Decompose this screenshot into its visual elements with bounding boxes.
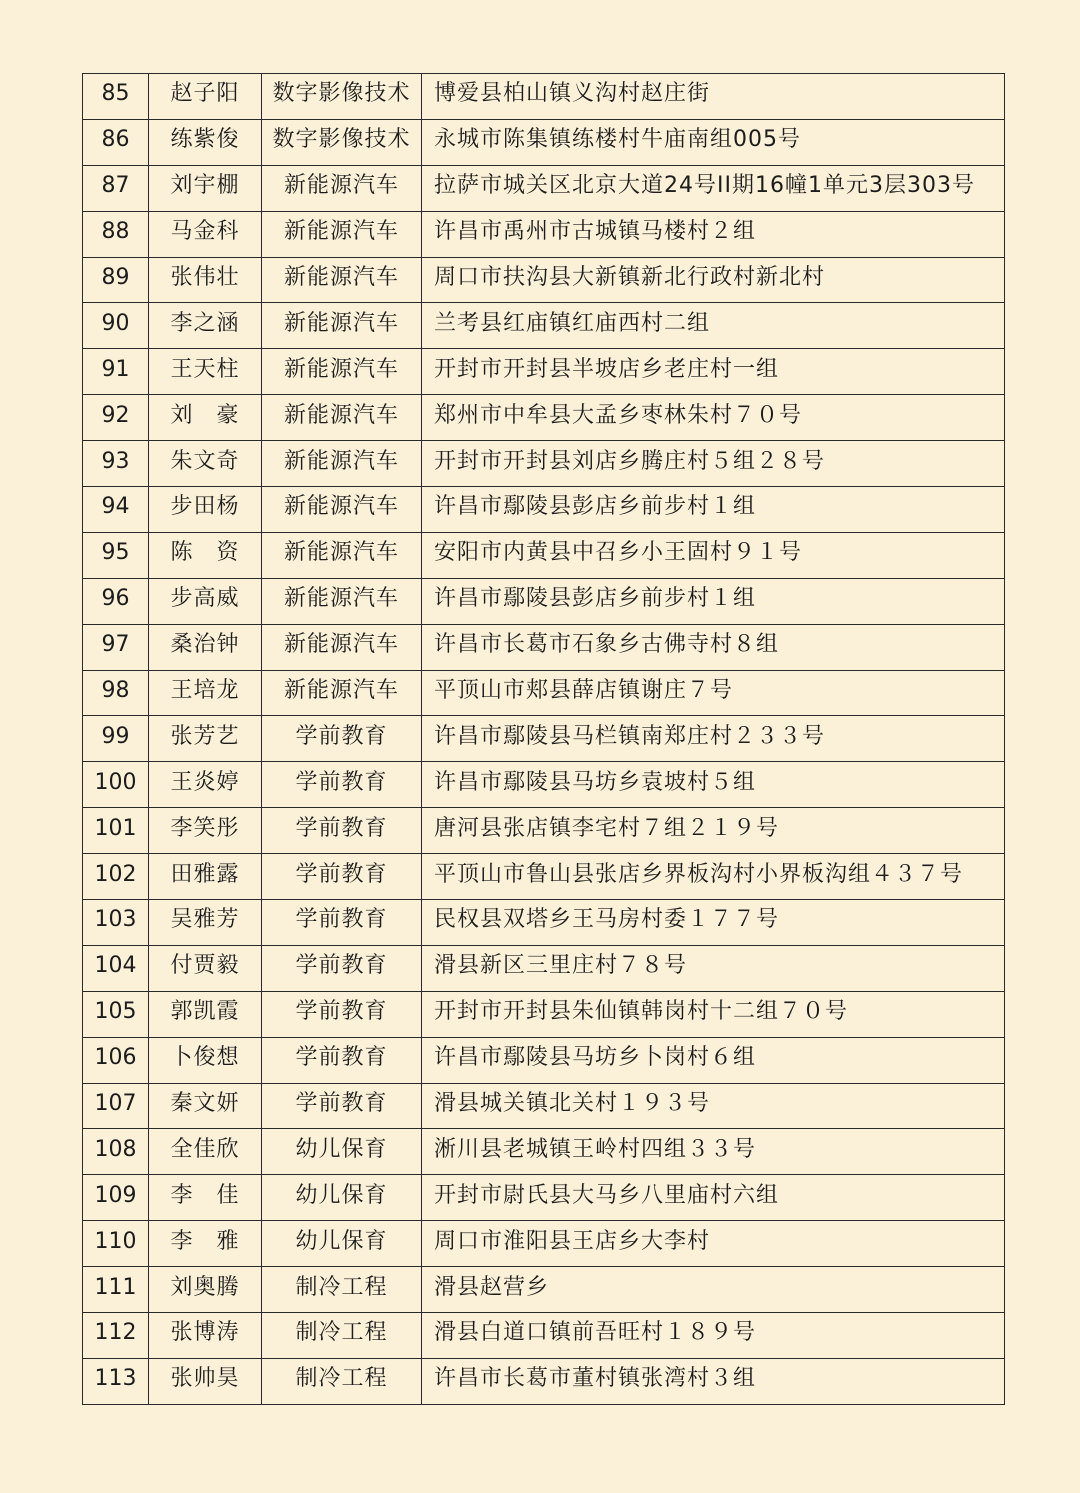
row-number-cell [83,1267,149,1313]
address-text: 许昌市鄢陵县马坊乡卜岗村６组 [434,1045,757,1071]
address-text: 许昌市鄢陵县彭店乡前步村１组 [434,494,757,520]
major-cell [262,165,422,211]
student-name-cell [149,119,262,165]
student-name-cell [149,991,262,1037]
row-number-cell [83,165,149,211]
row-number-text: 102 [94,861,137,887]
row-number-cell [83,762,149,808]
major-text: 新能源汽车 [283,265,399,290]
row-number-text: 104 [94,953,137,979]
major-cell [262,624,422,670]
roster-body [83,74,1005,1405]
major-text: 制冷工程 [295,1366,388,1392]
student-name-cell [149,854,262,900]
major-cell [262,900,422,946]
table-row [83,165,1005,211]
address-text: 开封市尉氏县大马乡八里庙村六组 [434,1182,780,1208]
major-cell [262,257,422,303]
major-text: 幼儿保育 [295,1182,388,1208]
student-name-cell [149,165,262,211]
row-number-text: 86 [101,127,130,153]
major-text: 新能源汽车 [283,219,399,245]
major-cell [262,303,422,349]
address-cell [422,1175,1005,1221]
address-cell [422,670,1005,716]
address-text: 滑县白道口镇前吾旺村１８９号 [434,1320,757,1346]
row-number-cell [83,257,149,303]
major-text: 制冷工程 [295,1274,388,1300]
student-name-cell [149,441,262,487]
table-row [83,119,1005,165]
row-number-cell [83,441,149,487]
major-text: 新能源汽车 [283,310,399,336]
major-text: 新能源汽车 [283,402,399,428]
major-cell [262,1129,422,1175]
row-number-text: 90 [101,310,130,336]
row-number-text: 89 [101,265,130,290]
student-name-cell [149,900,262,946]
major-text: 幼儿保育 [295,1228,388,1254]
student-name-cell [149,624,262,670]
address-text: 滑县赵营乡 [434,1274,550,1300]
student-name-cell [149,257,262,303]
major-cell [262,578,422,624]
student-roster-table [82,73,1005,1405]
major-text: 新能源汽车 [283,632,399,658]
major-cell [262,1175,422,1221]
major-text: 学前教育 [295,769,388,795]
address-text: 开封市开封县半坡店乡老庄村一组 [434,356,780,382]
address-cell [422,808,1005,854]
row-number-cell [83,1083,149,1129]
table-row [83,716,1005,762]
major-cell [262,211,422,257]
student-name-text: 李笑彤 [170,815,240,841]
row-number-text: 91 [101,356,130,382]
address-cell [422,257,1005,303]
student-name-cell [149,487,262,533]
address-text: 民权县双塔乡王马房村委１７７号 [434,907,780,933]
student-name-text: 王培龙 [170,678,240,704]
row-number-cell [83,487,149,533]
major-text: 学前教育 [295,999,388,1025]
address-cell [422,211,1005,257]
table-row [83,441,1005,487]
table-row [83,1267,1005,1313]
major-cell [262,74,422,120]
address-cell [422,1313,1005,1359]
major-cell [262,762,422,808]
table-row [83,945,1005,991]
table-row [83,1175,1005,1221]
major-text: 数字影像技术 [272,127,411,153]
row-number-text: 110 [94,1228,137,1254]
row-number-cell [83,670,149,716]
student-name-text: 马金科 [170,219,240,245]
row-number-text: 111 [94,1274,137,1300]
student-name-cell [149,74,262,120]
major-cell [262,1221,422,1267]
row-number-text: 112 [94,1320,137,1346]
student-name-text: 田雅露 [170,861,240,887]
row-number-text: 92 [101,402,130,428]
table-row [83,578,1005,624]
major-text: 新能源汽车 [283,678,399,704]
row-number-text: 108 [94,1136,137,1162]
row-number-cell [83,1129,149,1175]
student-name-text: 李 佳 [170,1182,240,1208]
student-name-text: 步高威 [170,586,240,612]
table-row [83,1129,1005,1175]
row-number-text: 85 [101,81,130,107]
address-cell [422,532,1005,578]
major-text: 学前教育 [295,723,388,749]
row-number-text: 103 [94,907,137,933]
major-text: 新能源汽车 [283,356,399,382]
major-text: 新能源汽车 [283,448,399,474]
address-cell [422,303,1005,349]
student-name-cell [149,808,262,854]
major-cell [262,395,422,441]
major-cell [262,487,422,533]
address-cell [422,1358,1005,1404]
student-name-text: 朱文奇 [170,448,240,474]
major-text: 幼儿保育 [295,1136,388,1162]
row-number-cell [83,716,149,762]
major-cell [262,441,422,487]
address-cell [422,487,1005,533]
major-text: 学前教育 [295,861,388,887]
row-number-text: 109 [94,1182,137,1208]
student-name-cell [149,349,262,395]
student-name-text: 全佳欣 [170,1136,240,1162]
student-name-text: 赵子阳 [170,81,240,107]
table-row [83,854,1005,900]
table-row [83,395,1005,441]
student-name-cell [149,578,262,624]
student-name-cell [149,1221,262,1267]
row-number-text: 97 [101,632,130,658]
student-name-text: 李 雅 [170,1228,240,1254]
table-row [83,991,1005,1037]
student-name-cell [149,1358,262,1404]
address-text: 开封市开封县刘店乡腾庄村５组２８号 [434,448,826,474]
table-row [83,349,1005,395]
student-name-text: 王炎婷 [170,769,240,795]
row-number-cell [83,808,149,854]
student-name-cell [149,1083,262,1129]
major-cell [262,1083,422,1129]
address-text: 拉萨市城关区北京大道24号II期16幢1单元3层303号 [434,173,975,199]
row-number-text: 106 [94,1045,137,1071]
address-cell [422,349,1005,395]
student-name-text: 付贾毅 [170,953,240,979]
row-number-text: 113 [94,1366,137,1392]
major-cell [262,854,422,900]
table-row [83,257,1005,303]
row-number-text: 93 [101,448,130,474]
row-number-text: 99 [101,723,130,749]
address-text: 滑县新区三里庄村７８号 [434,953,688,979]
table-row [83,1221,1005,1267]
row-number-cell [83,349,149,395]
table-row [83,1083,1005,1129]
address-cell [422,991,1005,1037]
major-cell [262,349,422,395]
student-name-cell [149,211,262,257]
address-text: 平顶山市鲁山县张店乡界板沟村小界板沟组４３７号 [434,861,964,887]
major-cell [262,1037,422,1083]
student-name-text: 张芳艺 [170,723,240,749]
address-text: 博爱县柏山镇义沟村赵庄街 [434,81,711,107]
address-cell [422,945,1005,991]
row-number-text: 101 [94,815,137,841]
student-name-text: 步田杨 [170,494,240,520]
student-name-text: 秦文妍 [170,1091,240,1117]
address-cell [422,900,1005,946]
address-text: 永城市陈集镇练楼村牛庙南组005号 [434,127,801,153]
table-row [83,624,1005,670]
row-number-text: 100 [94,769,137,795]
row-number-cell [83,303,149,349]
major-cell [262,670,422,716]
student-name-text: 吴雅芳 [170,907,240,933]
row-number-cell [83,945,149,991]
address-cell [422,1037,1005,1083]
table-row [83,303,1005,349]
student-name-text: 陈 资 [170,540,240,566]
row-number-text: 88 [101,219,130,245]
row-number-cell [83,119,149,165]
address-text: 许昌市鄢陵县马坊乡袁坡村５组 [434,769,757,795]
address-text: 安阳市内黄县中召乡小王固村９１号 [434,540,803,566]
student-name-cell [149,395,262,441]
student-name-text: 刘奥腾 [170,1274,240,1300]
student-name-text: 张帅昊 [170,1366,240,1392]
address-cell [422,74,1005,120]
address-cell [422,1221,1005,1267]
major-cell [262,808,422,854]
row-number-text: 87 [101,173,130,199]
table-row [83,74,1005,120]
student-name-text: 刘 豪 [170,402,240,428]
student-name-cell [149,532,262,578]
address-cell [422,854,1005,900]
student-name-cell [149,1267,262,1313]
major-text: 新能源汽车 [283,586,399,612]
table-row [83,487,1005,533]
row-number-cell [83,900,149,946]
row-number-cell [83,74,149,120]
address-cell [422,119,1005,165]
student-name-text: 李之涵 [170,310,240,336]
row-number-text: 94 [101,494,130,520]
major-text: 学前教育 [295,907,388,933]
row-number-cell [83,1358,149,1404]
address-cell [422,165,1005,211]
major-cell [262,1358,422,1404]
student-name-cell [149,762,262,808]
major-cell [262,1267,422,1313]
row-number-cell [83,1037,149,1083]
student-name-text: 王天柱 [170,356,240,382]
major-text: 学前教育 [295,953,388,979]
row-number-text: 107 [94,1091,137,1117]
major-text: 学前教育 [295,1091,388,1117]
row-number-cell [83,991,149,1037]
table-row [83,211,1005,257]
student-name-cell [149,1175,262,1221]
student-name-cell [149,1129,262,1175]
row-number-cell [83,624,149,670]
address-text: 许昌市长葛市石象乡古佛寺村８组 [434,632,780,658]
row-number-cell [83,578,149,624]
major-text: 制冷工程 [295,1320,388,1346]
table-row [83,900,1005,946]
major-cell [262,991,422,1037]
table-row [83,1313,1005,1359]
address-cell [422,578,1005,624]
address-cell [422,1083,1005,1129]
major-text: 新能源汽车 [283,173,399,199]
address-cell [422,762,1005,808]
address-text: 周口市淮阳县王店乡大李村 [434,1228,711,1254]
major-cell [262,532,422,578]
major-text: 学前教育 [295,1045,388,1071]
student-name-cell [149,1037,262,1083]
address-text: 郑州市中牟县大孟乡枣林朱村７０号 [434,402,803,428]
student-name-text: 张伟壮 [170,265,240,290]
student-name-text: 桑治钟 [170,632,240,658]
address-cell [422,624,1005,670]
student-name-cell [149,1313,262,1359]
address-cell [422,395,1005,441]
address-text: 淅川县老城镇王岭村四组３３号 [434,1136,757,1162]
table-row [83,670,1005,716]
student-name-text: 张博涛 [170,1320,240,1346]
row-number-cell [83,395,149,441]
address-text: 平顶山市郏县薛店镇谢庄７号 [434,678,734,704]
row-number-cell [83,1175,149,1221]
major-cell [262,1313,422,1359]
student-name-cell [149,716,262,762]
row-number-text: 95 [101,540,130,566]
address-text: 唐河县张店镇李宅村７组２１９号 [434,815,780,841]
address-cell [422,1267,1005,1313]
student-name-text: 郭凯霞 [170,999,240,1025]
row-number-cell [83,211,149,257]
major-cell [262,945,422,991]
row-number-cell [83,1221,149,1267]
address-text: 开封市开封县朱仙镇韩岗村十二组７０号 [434,999,849,1025]
student-name-cell [149,945,262,991]
address-text: 滑县城关镇北关村１９３号 [434,1091,711,1117]
address-cell [422,716,1005,762]
table-row [83,532,1005,578]
table-row [83,808,1005,854]
student-name-text: 卜俊想 [170,1045,240,1071]
major-cell [262,119,422,165]
address-text: 兰考县红庙镇红庙西村二组 [434,310,711,336]
address-cell [422,1129,1005,1175]
row-number-cell [83,532,149,578]
address-text: 周口市扶沟县大新镇新北行政村新北村 [434,265,826,290]
table-row [83,1358,1005,1404]
address-cell [422,441,1005,487]
row-number-text: 98 [101,678,130,704]
row-number-cell [83,1313,149,1359]
table-row [83,762,1005,808]
major-text: 数字影像技术 [272,81,411,107]
student-name-cell [149,303,262,349]
address-text: 许昌市长葛市董村镇张湾村３组 [434,1366,757,1392]
student-name-text: 刘宇棚 [170,173,240,199]
row-number-text: 96 [101,586,130,612]
major-text: 新能源汽车 [283,494,399,520]
table-row [83,1037,1005,1083]
major-cell [262,716,422,762]
major-text: 学前教育 [295,815,388,841]
address-text: 许昌市鄢陵县马栏镇南郑庄村２３３号 [434,723,826,749]
major-text: 新能源汽车 [283,540,399,566]
row-number-text: 105 [94,999,137,1025]
address-text: 许昌市禹州市古城镇马楼村２组 [434,219,757,245]
student-name-cell [149,670,262,716]
address-text: 许昌市鄢陵县彭店乡前步村１组 [434,586,757,612]
row-number-cell [83,854,149,900]
student-name-text: 练紫俊 [170,127,240,153]
